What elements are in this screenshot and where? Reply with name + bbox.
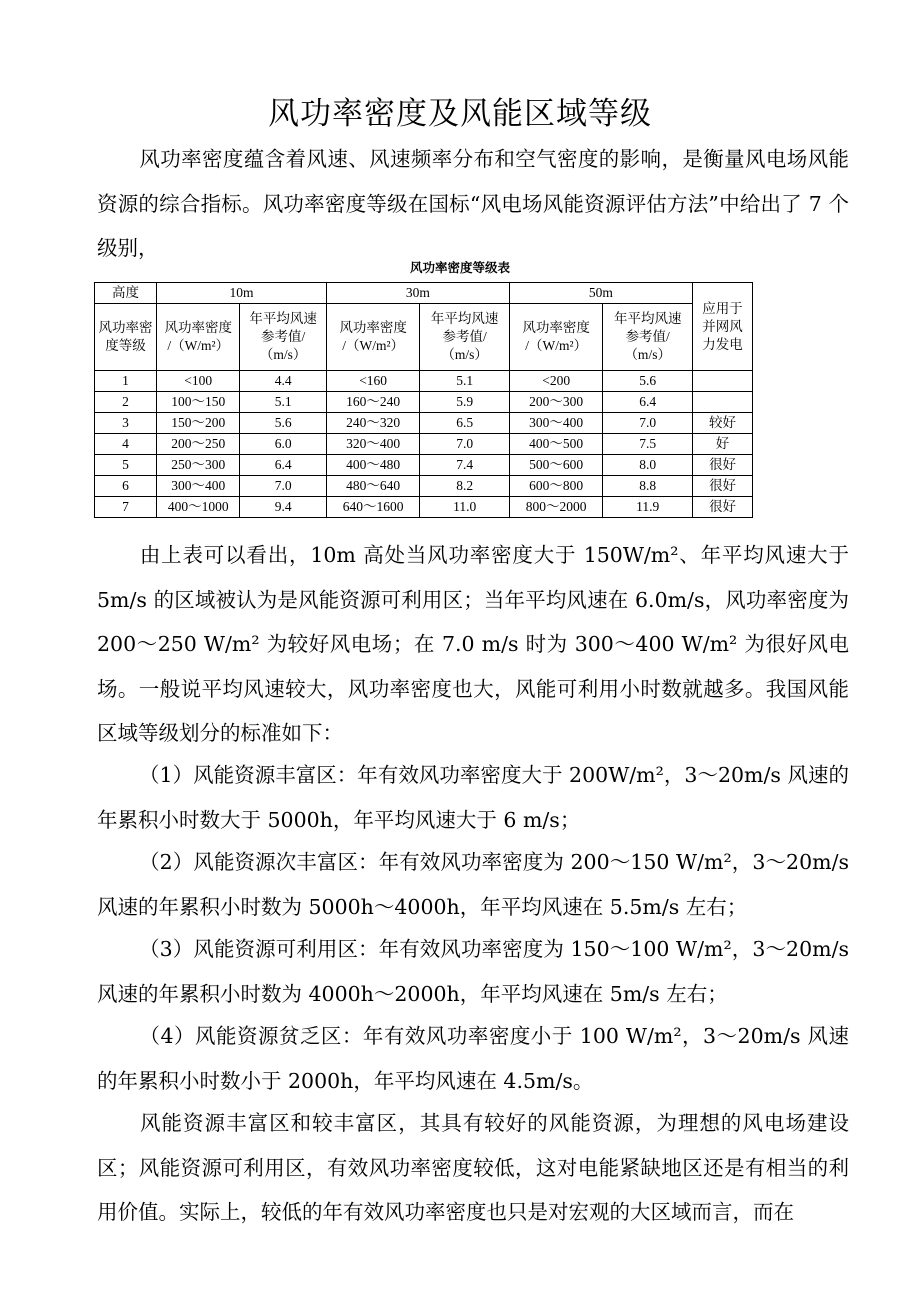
table-row [95,455,753,476]
cell-density-10m: 150～200 [157,413,240,434]
cell-grade: 3 [95,413,157,434]
header-speed-50m-unit: （m/s） [624,347,671,362]
header-application-text: 应用于并网风力发电 [702,300,743,352]
cell-speed-30m: 8.2 [420,476,510,497]
cell-speed-10m: 4.4 [240,371,326,392]
header-density-10m-unit: /（W/m²） [167,338,230,353]
header-height: 高度 [95,283,157,304]
cell-density-30m: <160 [326,371,420,392]
cell-speed-30m: 6.5 [420,413,510,434]
header-density-50m-unit: /（W/m²） [525,338,588,353]
header-30m: 30m [326,283,509,304]
cell-density-30m: 240～320 [326,413,420,434]
table-row [95,371,753,392]
criteria-text-2: （2）风能资源次丰富区：年有效风功率密度为 200～150 W/m²，3～20m/s 风速的年累积小时数为 5000h～4000h，年平均风速在 5.5m/s 左右； [97,850,849,919]
criteria-text-3: （3）风能资源可利用区：年有效风功率密度为 150～100 W/m²，3～20m/s 风速的年累积小时数为 4000h～2000h，年平均风速在 5m/s 左右； [97,937,849,1006]
intro-paragraph [97,137,849,271]
criteria-text-4: （4）风能资源贫乏区：年有效风功率密度小于 100 W/m²，3～20m/s 风速的年累积小时数小于 2000h，年平均风速在 4.5m/s。 [97,1024,849,1093]
table-header-row [95,283,753,304]
table-row [95,434,753,455]
cell-speed-10m: 9.4 [240,497,326,518]
header-10m: 10m [157,283,327,304]
cell-speed-30m: 11.0 [420,497,510,518]
table-row [95,497,753,518]
cell-density-30m: 400～480 [326,455,420,476]
cell-grade: 1 [95,371,157,392]
cell-speed-10m: 5.1 [240,392,326,413]
header-speed-50m-text: 年平均风速参考值/ [613,311,682,344]
cell-speed-10m: 7.0 [240,476,326,497]
table-row [95,476,753,497]
cell-grade: 5 [95,455,157,476]
analysis-text: 由上表可以看出，10m 高处当风功率密度大于 150W/m²、年平均风速大于 5m/s 的区域被认为是风能资源可利用区；当年平均风速在 6.0m/s，风功率密度为 200～250 W/m² 为较好风电场；在 7.0 m/s 时为 300～400 W/m² 为很好风电场。一般说平均风速较大，风功率密度也大，风能可利用小时数就越多。我国风能区域等级划分的标准如下： [97,543,849,745]
cell-density-30m: 640～1600 [326,497,420,518]
criteria-text-1: （1）风能资源丰富区：年有效风功率密度大于 200W/m²，3～20m/s 风速的年累积小时数大于 5000h，年平均风速大于 6 m/s； [97,763,849,832]
cell-density-50m: 400～500 [509,434,603,455]
cell-speed-30m: 7.4 [420,455,510,476]
table-body [95,371,753,518]
cell-density-30m: 480～640 [326,476,420,497]
cell-density-50m: 200～300 [509,392,603,413]
table-row [95,392,753,413]
cell-speed-10m: 5.6 [240,413,326,434]
header-speed-10m [240,304,326,371]
cell-speed-50m: 6.4 [603,392,693,413]
header-speed-10m-text: 年平均风速参考值/ [249,311,317,344]
cell-application [692,392,752,413]
header-speed-30m [420,304,510,371]
criteria-paragraph-4 [97,1014,849,1103]
cell-application: 很好 [692,497,752,518]
cell-grade: 6 [95,476,157,497]
cell-speed-50m: 7.0 [603,413,693,434]
cell-speed-50m: 11.9 [603,497,693,518]
criteria-paragraph-3 [97,927,849,1016]
criteria-paragraph-1 [97,753,849,842]
cell-density-50m: <200 [509,371,603,392]
cell-grade: 4 [95,434,157,455]
conclusion-text: 风能资源丰富区和较丰富区，其具有较好的风能资源，为理想的风电场建设区；风能资源可利用区，有效风功率密度较低，这对电能紧缺地区还是有相当的利用价值。实际上，较低的年有效风功率密度也只是对宏观的大区域而言，而在 [97,1111,849,1224]
header-50m: 50m [509,283,692,304]
header-density-10m-text: 风功率密度 [164,320,232,335]
header-speed-10m-unit: （m/s） [259,347,307,362]
header-speed-30m-text: 年平均风速参考值/ [430,311,499,344]
header-density-50m [509,304,603,371]
cell-speed-30m: 7.0 [420,434,510,455]
cell-application: 较好 [692,413,752,434]
cell-application: 很好 [692,476,752,497]
cell-density-10m: <100 [157,371,240,392]
table-subheader-row [95,304,753,371]
cell-application: 好 [692,434,752,455]
header-density-50m-text: 风功率密度 [522,320,590,335]
cell-density-30m: 320～400 [326,434,420,455]
cell-density-30m: 160～240 [326,392,420,413]
cell-density-50m: 500～600 [509,455,603,476]
header-grade-text: 风功率密度等级 [98,320,153,353]
cell-speed-10m: 6.4 [240,455,326,476]
cell-grade: 2 [95,392,157,413]
cell-speed-50m: 7.5 [603,434,693,455]
header-density-30m-text: 风功率密度 [339,320,407,335]
conclusion-paragraph [97,1101,849,1235]
cell-speed-50m: 8.8 [603,476,693,497]
cell-density-10m: 250～300 [157,455,240,476]
header-grade [95,304,157,371]
page-title: 风功率密度及风能区域等级 [268,96,652,132]
cell-density-10m: 300～400 [157,476,240,497]
cell-speed-10m: 6.0 [240,434,326,455]
cell-density-50m: 800～2000 [509,497,603,518]
cell-density-10m: 100～150 [157,392,240,413]
cell-application: 很好 [692,455,752,476]
header-density-30m [326,304,420,371]
criteria-paragraph-2 [97,840,849,929]
cell-density-50m: 600～800 [509,476,603,497]
cell-application [692,371,752,392]
table-row [95,413,753,434]
header-speed-50m [603,304,693,371]
header-speed-30m-unit: （m/s） [441,347,488,362]
table-caption: 风功率密度等级表 [409,260,510,275]
cell-speed-50m: 8.0 [603,455,693,476]
analysis-paragraph [97,533,849,756]
cell-grade: 7 [95,497,157,518]
header-density-30m-unit: /（W/m²） [342,338,405,353]
cell-speed-30m: 5.1 [420,371,510,392]
intro-text: 风功率密度蕴含着风速、风速频率分布和空气密度的影响，是衡量风电场风能资源的综合指标。风功率密度等级在国标“风电场风能资源评估方法”中给出了 7 个级别， [97,147,849,260]
cell-density-50m: 300～400 [509,413,603,434]
cell-speed-50m: 5.6 [603,371,693,392]
cell-density-10m: 200～250 [157,434,240,455]
header-density-10m [157,304,240,371]
cell-density-10m: 400～1000 [157,497,240,518]
wind-power-density-table [94,282,753,518]
cell-speed-30m: 5.9 [420,392,510,413]
header-application [692,283,752,371]
